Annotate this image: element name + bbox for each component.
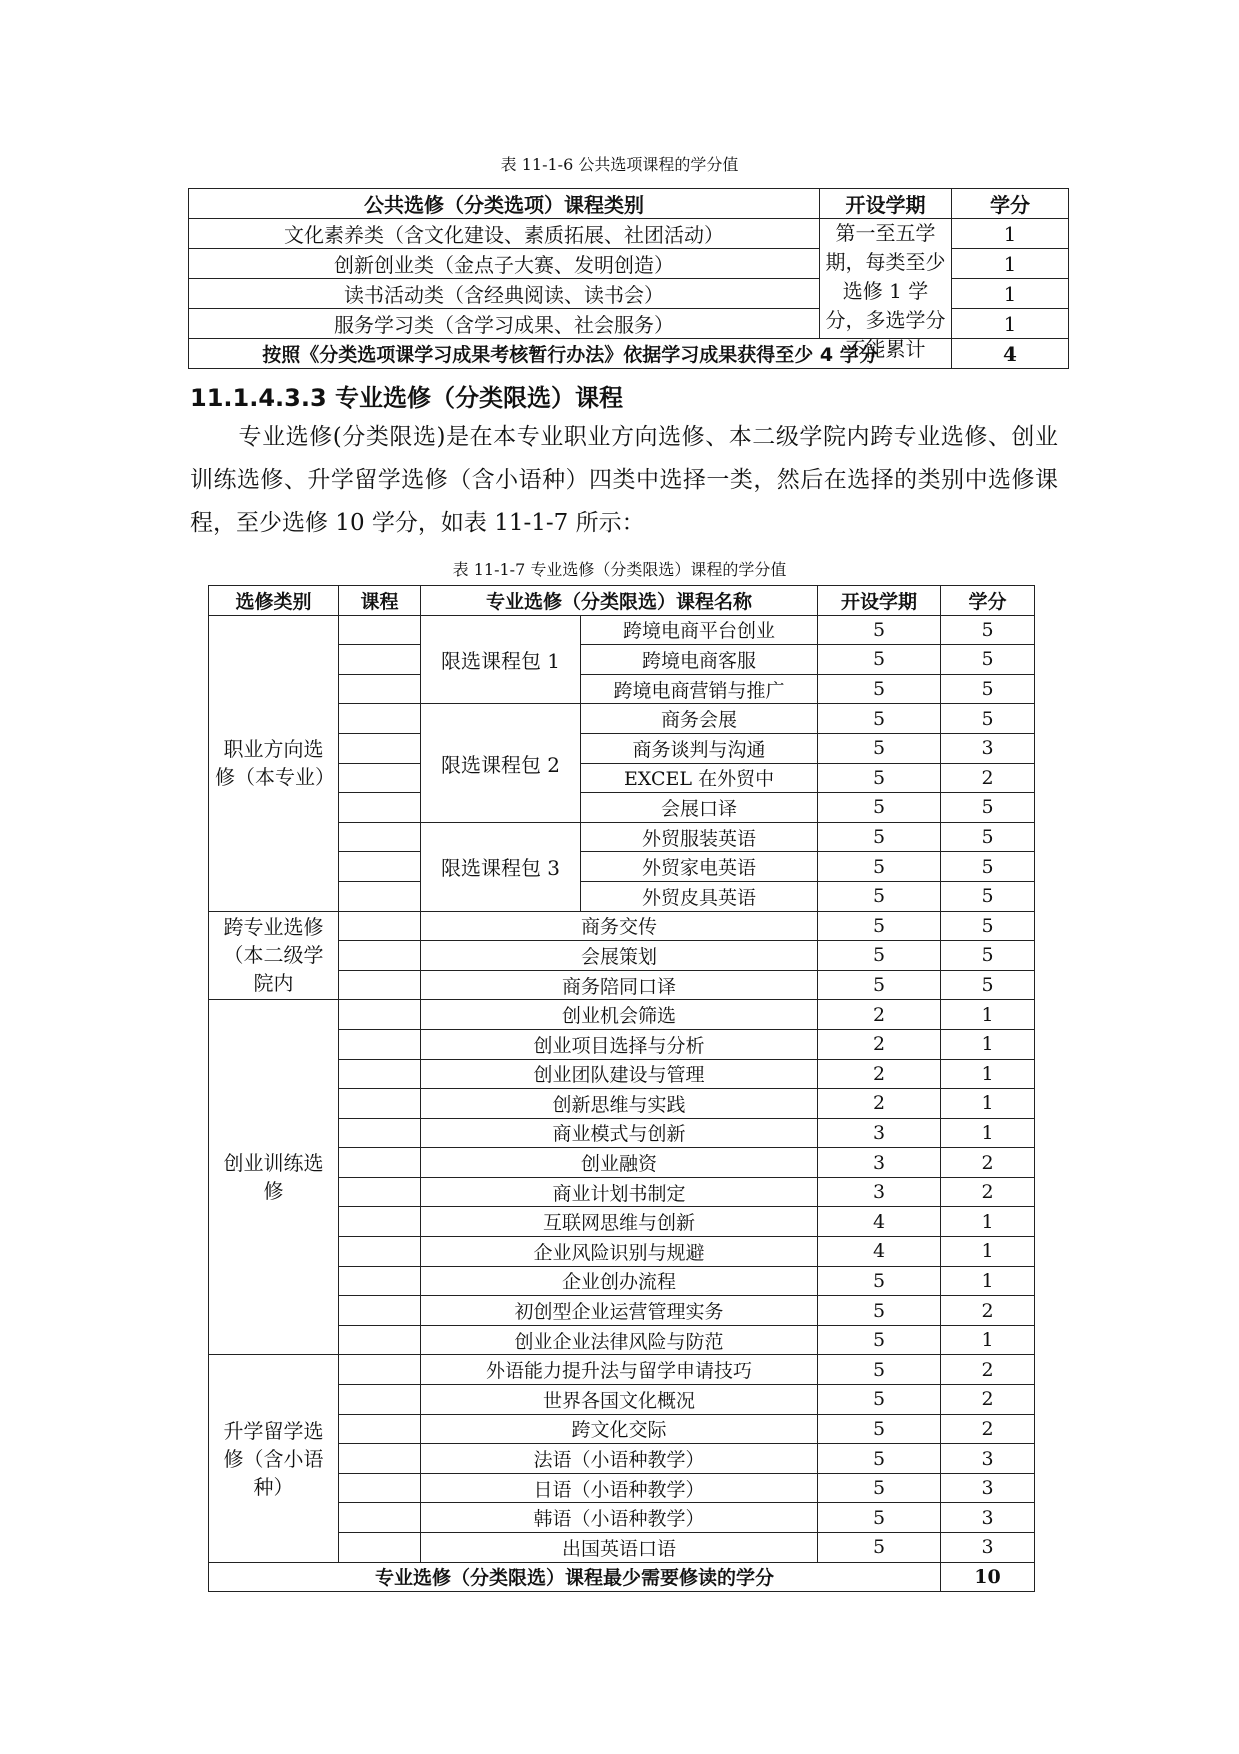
course-code-cell (339, 1000, 421, 1030)
semester-cell: 5 (818, 1414, 941, 1444)
semester-cell: 4 (818, 1237, 941, 1267)
semester-cell: 5 (818, 1266, 941, 1296)
credit-cell: 5 (941, 615, 1035, 645)
credit-cell: 3 (941, 1533, 1035, 1563)
semester-cell: 2 (818, 1089, 941, 1119)
course-code-cell (339, 1325, 421, 1355)
course-name: 跨境电商营销与推广 (581, 674, 818, 704)
course-code-cell (339, 1533, 421, 1563)
semester-cell: 3 (818, 1148, 941, 1178)
semester-cell: 5 (818, 852, 941, 882)
credit-cell: 3 (941, 1444, 1035, 1474)
credit-cell: 5 (941, 852, 1035, 882)
credit-cell: 1 (941, 1029, 1035, 1059)
course-name: 创业融资 (421, 1148, 818, 1178)
course-name: 初创型企业运营管理实务 (421, 1296, 818, 1326)
semester-cell: 5 (818, 763, 941, 793)
major-elective-table (208, 585, 1035, 1592)
credit-cell: 2 (941, 1385, 1035, 1415)
semester-cell: 5 (818, 1473, 941, 1503)
credit-cell: 5 (941, 881, 1035, 911)
course-name: 创业企业法律风险与防范 (421, 1325, 818, 1355)
course-name: 外语能力提升法与留学申请技巧 (421, 1355, 818, 1385)
credit-cell: 1 (941, 1089, 1035, 1119)
course-name: 跨境电商平台创业 (581, 615, 818, 645)
table-row (209, 911, 1035, 941)
semester-cell: 5 (818, 1444, 941, 1474)
course-name: 商业计划书制定 (421, 1177, 818, 1207)
course-name: 日语（小语种教学） (421, 1473, 818, 1503)
semester-cell: 5 (818, 1296, 941, 1326)
course-code-cell (339, 704, 421, 734)
course-code-cell (339, 1089, 421, 1119)
credit-cell: 5 (941, 941, 1035, 971)
credit-cell: 1 (952, 309, 1069, 339)
credit-cell: 3 (941, 1503, 1035, 1533)
course-name: 创业团队建设与管理 (421, 1059, 818, 1089)
course-name: 企业创办流程 (421, 1266, 818, 1296)
table-row (189, 219, 1069, 249)
semester-cell: 5 (818, 1325, 941, 1355)
total-value: 4 (952, 339, 1069, 369)
credit-cell: 2 (941, 1296, 1035, 1326)
semester-cell: 5 (818, 793, 941, 823)
course-code-cell (339, 1266, 421, 1296)
course-name: 商业模式与创新 (421, 1118, 818, 1148)
credit-cell: 1 (941, 1266, 1035, 1296)
course-code-cell (339, 911, 421, 941)
credit-cell: 2 (941, 1355, 1035, 1385)
course-name: 外贸家电英语 (581, 852, 818, 882)
total-value: 10 (941, 1562, 1035, 1592)
course-name: 商务交传 (421, 911, 818, 941)
credit-cell: 2 (941, 1414, 1035, 1444)
course-code-cell (339, 1148, 421, 1178)
semester-cell: 5 (818, 941, 941, 971)
course-name: 跨境电商客服 (581, 645, 818, 675)
table-row (209, 615, 1035, 645)
credit-cell: 1 (952, 219, 1069, 249)
course-name: 韩语（小语种教学） (421, 1503, 818, 1533)
credit-cell: 1 (941, 1000, 1035, 1030)
course-code-cell (339, 822, 421, 852)
course-code-cell (339, 1118, 421, 1148)
table-row (209, 1000, 1035, 1030)
semester-cell: 5 (818, 704, 941, 734)
course-name: 创业项目选择与分析 (421, 1029, 818, 1059)
course-name: 会展策划 (421, 941, 818, 971)
table-total-row (209, 1562, 1035, 1592)
semester-cell: 5 (818, 615, 941, 645)
package-2-label: 限选课程包 2 (421, 704, 581, 822)
course-name: 外贸服装英语 (581, 822, 818, 852)
course-code-cell (339, 1503, 421, 1533)
course-code-cell (339, 1059, 421, 1089)
category-cell: 服务学习类（含学习成果、社会服务） (189, 309, 820, 339)
total-label: 按照《分类选项课学习成果考核暂行办法》依据学习成果获得至少 4 学分 (189, 339, 952, 369)
course-code-cell (339, 733, 421, 763)
table1-caption: 表 11-1-6 公共选项课程的学分值 (500, 155, 739, 174)
semester-cell: 5 (818, 911, 941, 941)
total-label: 专业选修（分类限选）课程最少需要修读的学分 (209, 1562, 941, 1592)
course-code-cell (339, 852, 421, 882)
course-name: EXCEL 在外贸中 (581, 763, 818, 793)
course-name: 互联网思维与创新 (421, 1207, 818, 1237)
semester-note-cell (820, 219, 952, 361)
body-paragraph (190, 416, 1058, 545)
course-code-cell (339, 1444, 421, 1474)
group-abroad-label: 升学留学选修（含小语种） (209, 1355, 339, 1562)
course-code-cell (339, 615, 421, 645)
semester-cell: 5 (818, 822, 941, 852)
credit-cell: 5 (941, 674, 1035, 704)
course-name: 商务会展 (581, 704, 818, 734)
course-name: 创新思维与实践 (421, 1089, 818, 1119)
public-elective-table (188, 188, 1069, 369)
credit-cell: 5 (941, 645, 1035, 675)
course-name: 法语（小语种教学） (421, 1444, 818, 1474)
course-code-cell (339, 1296, 421, 1326)
course-name: 出国英语口语 (421, 1533, 818, 1563)
credit-cell: 1 (941, 1325, 1035, 1355)
semester-note: 第一至五学期，每类至少选修 1 学分，多选学分不能累计 (825, 221, 946, 361)
semester-cell: 3 (818, 1118, 941, 1148)
group-startup-label: 创业训练选修 (209, 1000, 339, 1355)
course-code-cell (339, 941, 421, 971)
credit-cell: 5 (941, 704, 1035, 734)
semester-cell: 3 (818, 1177, 941, 1207)
semester-cell: 2 (818, 1029, 941, 1059)
table-row (209, 1355, 1035, 1385)
course-name: 商务陪同口译 (421, 970, 818, 1000)
course-code-cell (339, 645, 421, 675)
credit-cell: 2 (941, 1177, 1035, 1207)
course-name: 商务谈判与沟通 (581, 733, 818, 763)
semester-cell: 5 (818, 881, 941, 911)
course-code-cell (339, 1473, 421, 1503)
course-code-cell (339, 1237, 421, 1267)
course-name: 世界各国文化概况 (421, 1385, 818, 1415)
semester-cell: 5 (818, 1533, 941, 1563)
course-name: 企业风险识别与规避 (421, 1237, 818, 1267)
credit-cell: 1 (941, 1118, 1035, 1148)
semester-cell: 5 (818, 970, 941, 1000)
group-cross-label: 跨专业选修（本二级学院内 (209, 911, 339, 1000)
semester-cell: 5 (818, 674, 941, 704)
group-vocational-label: 职业方向选修（本专业） (209, 615, 339, 911)
course-code-cell (339, 1029, 421, 1059)
credit-cell: 5 (941, 793, 1035, 823)
credit-cell: 1 (952, 279, 1069, 309)
course-code-cell (339, 763, 421, 793)
paragraph-text: 专业选修(分类限选)是在本专业职业方向选修、本二级学院内跨专业选修、创业训练选修、升学留学选修（含小语种）四类中选择一类，然后在选择的类别中选修课程，至少选修 10 学分，如表 11-1-7 所示： (190, 424, 1058, 536)
credit-cell: 5 (941, 911, 1035, 941)
credit-cell: 1 (941, 1237, 1035, 1267)
credit-cell: 1 (941, 1207, 1035, 1237)
semester-cell: 2 (818, 1059, 941, 1089)
course-code-cell (339, 674, 421, 704)
semester-cell: 5 (818, 1385, 941, 1415)
header-credit: 学分 (952, 189, 1069, 219)
course-name: 创业机会筛选 (421, 1000, 818, 1030)
package-1-label: 限选课程包 1 (421, 615, 581, 704)
credit-cell: 3 (941, 733, 1035, 763)
semester-cell: 5 (818, 1355, 941, 1385)
credit-cell: 1 (952, 249, 1069, 279)
category-cell: 创新创业类（金点子大赛、发明创造） (189, 249, 820, 279)
semester-cell: 4 (818, 1207, 941, 1237)
course-code-cell (339, 1207, 421, 1237)
table-header-row (189, 189, 1069, 219)
category-cell: 文化素养类（含文化建设、素质拓展、社团活动） (189, 219, 820, 249)
table2-caption: 表 11-1-7 专业选修（分类限选）课程的学分值 (452, 560, 787, 579)
section-heading: 11.1.4.3.3 专业选修（分类限选）课程 (190, 384, 624, 412)
credit-cell: 5 (941, 970, 1035, 1000)
credit-cell: 2 (941, 1148, 1035, 1178)
category-cell: 读书活动类（含经典阅读、读书会） (189, 279, 820, 309)
package-3-label: 限选课程包 3 (421, 822, 581, 911)
credit-cell: 5 (941, 822, 1035, 852)
course-code-cell (339, 793, 421, 823)
course-name: 跨文化交际 (421, 1414, 818, 1444)
semester-cell: 5 (818, 645, 941, 675)
header-semester: 开设学期 (820, 189, 952, 219)
semester-cell: 2 (818, 1000, 941, 1030)
header-credit: 学分 (941, 586, 1035, 616)
header-category: 公共选修（分类选项）课程类别 (189, 189, 820, 219)
header-course-name: 专业选修（分类限选）课程名称 (421, 586, 818, 616)
credit-cell: 1 (941, 1059, 1035, 1089)
table-header-row (209, 586, 1035, 616)
course-code-cell (339, 881, 421, 911)
course-name: 会展口译 (581, 793, 818, 823)
credit-cell: 2 (941, 763, 1035, 793)
course-code-cell (339, 1177, 421, 1207)
semester-cell: 5 (818, 1503, 941, 1533)
course-code-cell (339, 970, 421, 1000)
semester-cell: 5 (818, 733, 941, 763)
course-name: 外贸皮具英语 (581, 881, 818, 911)
course-code-cell (339, 1414, 421, 1444)
header-elective-type: 选修类别 (209, 586, 339, 616)
table-total-row (189, 339, 1069, 369)
course-code-cell (339, 1355, 421, 1385)
course-code-cell (339, 1385, 421, 1415)
header-semester: 开设学期 (818, 586, 941, 616)
header-course: 课程 (339, 586, 421, 616)
credit-cell: 3 (941, 1473, 1035, 1503)
